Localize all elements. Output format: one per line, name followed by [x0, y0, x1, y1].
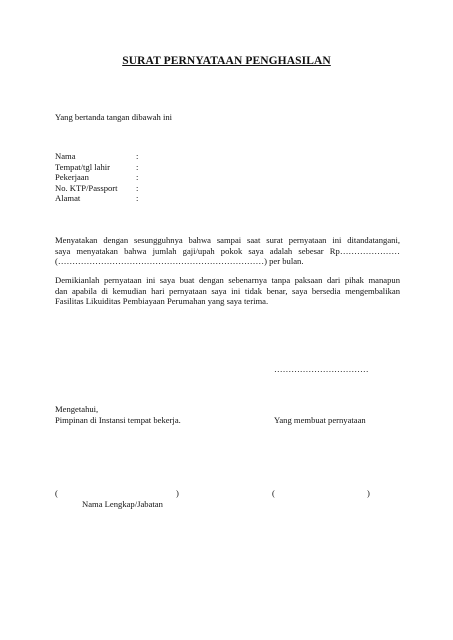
field-colon: :	[136, 161, 139, 172]
statement-paragraph	[55, 235, 400, 267]
date-placeholder: ……………………………	[274, 364, 369, 374]
closing-line: dan apabila di kemudian hari pernyataan saya ini tidak benar, saya bersedia mengembalikan	[55, 285, 400, 296]
field-label-ttl: Tempat/tgl lahir	[55, 161, 111, 172]
mengetahui-label: Mengetahui,	[55, 404, 99, 414]
field-row	[55, 162, 146, 173]
closing-line: Fasilitas Likuiditas Pembiayaan Perumahan yang saya terima.	[55, 296, 269, 307]
field-label-ktp: No. KTP/Passport	[55, 182, 118, 193]
field-colon: :	[136, 172, 139, 183]
field-colon: :	[136, 151, 139, 161]
name-position-label: Nama Lengkap/Jabatan	[82, 499, 163, 509]
closing-paragraph	[55, 275, 400, 307]
document-title: SURAT PERNYATAAN PENGHASILAN	[122, 55, 331, 67]
field-label-nama: Nama	[55, 151, 76, 161]
left-close-paren: )	[176, 488, 179, 498]
left-open-paren: (	[55, 488, 58, 498]
identity-fields	[55, 151, 146, 204]
field-row	[55, 183, 146, 194]
field-row	[55, 172, 146, 183]
field-colon: :	[136, 193, 139, 204]
signer-label: Yang membuat pernyataan	[274, 415, 366, 425]
closing-line: Demikianlah pernyataan ini saya buat dengan sebenarnya tanpa paksaan dari pihak manapun	[55, 275, 400, 285]
field-row	[55, 193, 146, 204]
statement-line: Menyatakan dengan sesungguhnya bahwa sampai saat surat pernyataan ini ditandatangani,	[55, 235, 400, 245]
pimpinan-label: Pimpinan di Instansi tempat bekerja.	[55, 415, 181, 425]
field-label-alamat: Alamat	[55, 193, 81, 204]
right-open-paren: (	[272, 488, 275, 498]
intro-text: Yang bertanda tangan dibawah ini	[55, 112, 173, 122]
statement-line: saya menyatakan bahwa jumlah gaji/upah pokok saya adalah sebesar Rp…………………	[55, 245, 400, 256]
field-row	[55, 151, 146, 162]
right-close-paren: )	[367, 488, 370, 498]
statement-line: (………………………………………………………………) per bulan.	[55, 256, 304, 267]
field-colon: :	[136, 182, 139, 193]
field-label-pekerjaan: Pekerjaan	[55, 172, 89, 183]
